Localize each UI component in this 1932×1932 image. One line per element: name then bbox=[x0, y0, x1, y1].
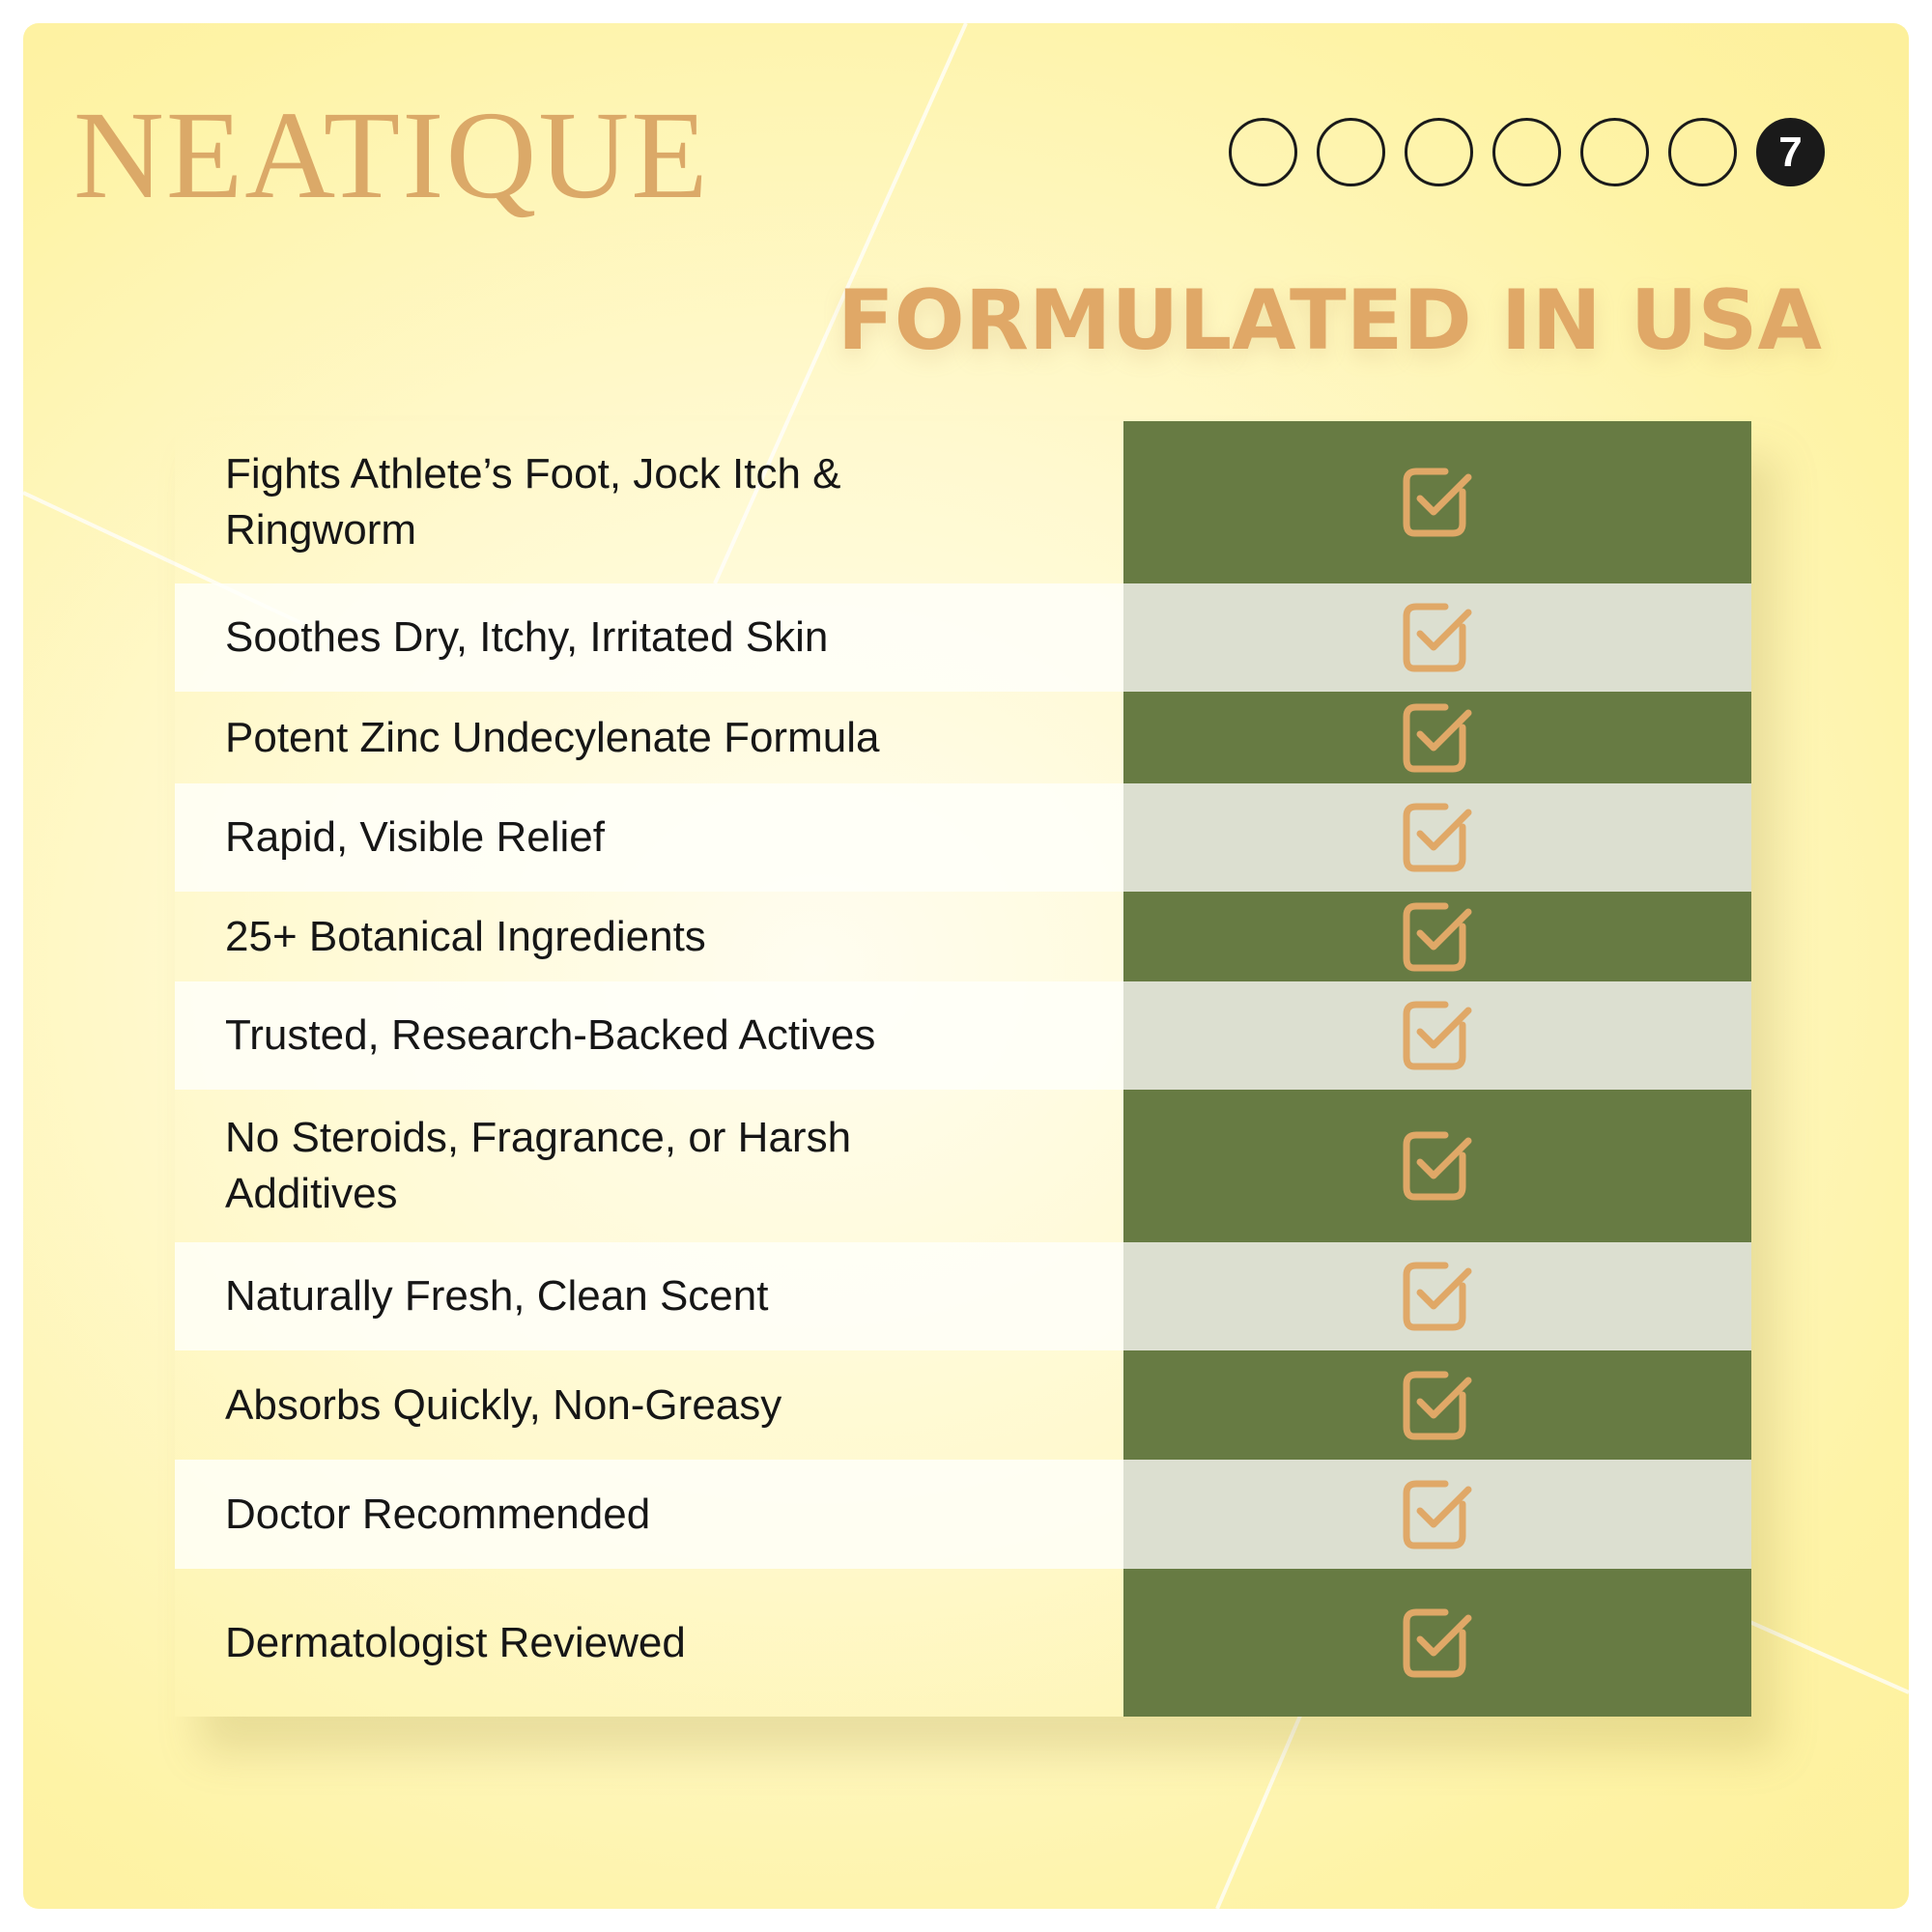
feature-row bbox=[175, 1090, 1751, 1242]
feature-row bbox=[175, 692, 1751, 783]
feature-row bbox=[175, 892, 1751, 981]
feature-label: Trusted, Research-Backed Actives bbox=[175, 981, 1123, 1090]
check-box-icon bbox=[1401, 1260, 1474, 1333]
feature-check-cell bbox=[1123, 1242, 1751, 1350]
check-box-icon bbox=[1401, 999, 1474, 1072]
check-box-icon bbox=[1401, 1369, 1474, 1442]
feature-check-cell bbox=[1123, 1460, 1751, 1569]
pager-dot[interactable] bbox=[1405, 118, 1473, 186]
infographic-card bbox=[23, 23, 1909, 1909]
check-box-icon bbox=[1401, 701, 1474, 775]
feature-check-cell bbox=[1123, 981, 1751, 1090]
feature-label: 25+ Botanical Ingredients bbox=[225, 912, 706, 960]
feature-label: Potent Zinc Undecylenate Formula bbox=[225, 713, 880, 761]
feature-check-cell bbox=[1123, 583, 1751, 692]
feature-label: Absorbs Quickly, Non-Greasy bbox=[225, 1380, 782, 1429]
feature-row bbox=[175, 1569, 1751, 1717]
check-box-icon bbox=[1401, 1478, 1474, 1551]
feature-row bbox=[175, 1350, 1751, 1460]
feature-label: No Steroids, Fragrance, or Harsh Additives bbox=[225, 1114, 852, 1217]
feature-row bbox=[175, 1460, 1751, 1569]
feature-label: Naturally Fresh, Clean Scent bbox=[175, 1242, 1123, 1350]
feature-row bbox=[175, 583, 1751, 692]
brand-logo: NEATIQUE bbox=[73, 86, 710, 225]
check-box-icon bbox=[1401, 1606, 1474, 1680]
pager-dot[interactable] bbox=[1317, 118, 1385, 186]
feature-row bbox=[175, 783, 1751, 892]
check-box-icon bbox=[1401, 900, 1474, 974]
check-box-icon bbox=[1401, 801, 1474, 874]
pager-dot[interactable] bbox=[1492, 118, 1561, 186]
feature-table bbox=[175, 421, 1751, 1717]
slide-pager bbox=[1229, 118, 1825, 187]
feature-label: Rapid, Visible Relief bbox=[175, 783, 1123, 892]
feature-row bbox=[175, 981, 1751, 1090]
feature-check-cell bbox=[1123, 692, 1751, 783]
check-box-icon bbox=[1401, 466, 1474, 539]
feature-check-cell bbox=[1123, 783, 1751, 892]
feature-row bbox=[175, 1242, 1751, 1350]
feature-check-cell bbox=[1123, 892, 1751, 981]
pager-dot-active[interactable]: 7 bbox=[1756, 118, 1825, 186]
feature-check-cell bbox=[1123, 421, 1751, 583]
page-title: FORMULATED IN USA bbox=[837, 272, 1822, 369]
check-box-icon bbox=[1401, 601, 1474, 674]
feature-check-cell bbox=[1123, 1569, 1751, 1717]
feature-label: Doctor Recommended bbox=[175, 1460, 1123, 1569]
feature-label: Soothes Dry, Itchy, Irritated Skin bbox=[175, 583, 1123, 692]
check-box-icon bbox=[1401, 1129, 1474, 1203]
feature-row bbox=[175, 421, 1751, 583]
feature-label: Dermatologist Reviewed bbox=[225, 1618, 686, 1666]
pager-dot[interactable] bbox=[1580, 118, 1649, 186]
feature-label: Fights Athlete’s Foot, Jock Itch & Ringworm bbox=[225, 450, 841, 554]
pager-dot[interactable] bbox=[1229, 118, 1297, 186]
feature-check-cell bbox=[1123, 1350, 1751, 1460]
feature-check-cell bbox=[1123, 1090, 1751, 1242]
pager-dot[interactable] bbox=[1668, 118, 1737, 186]
